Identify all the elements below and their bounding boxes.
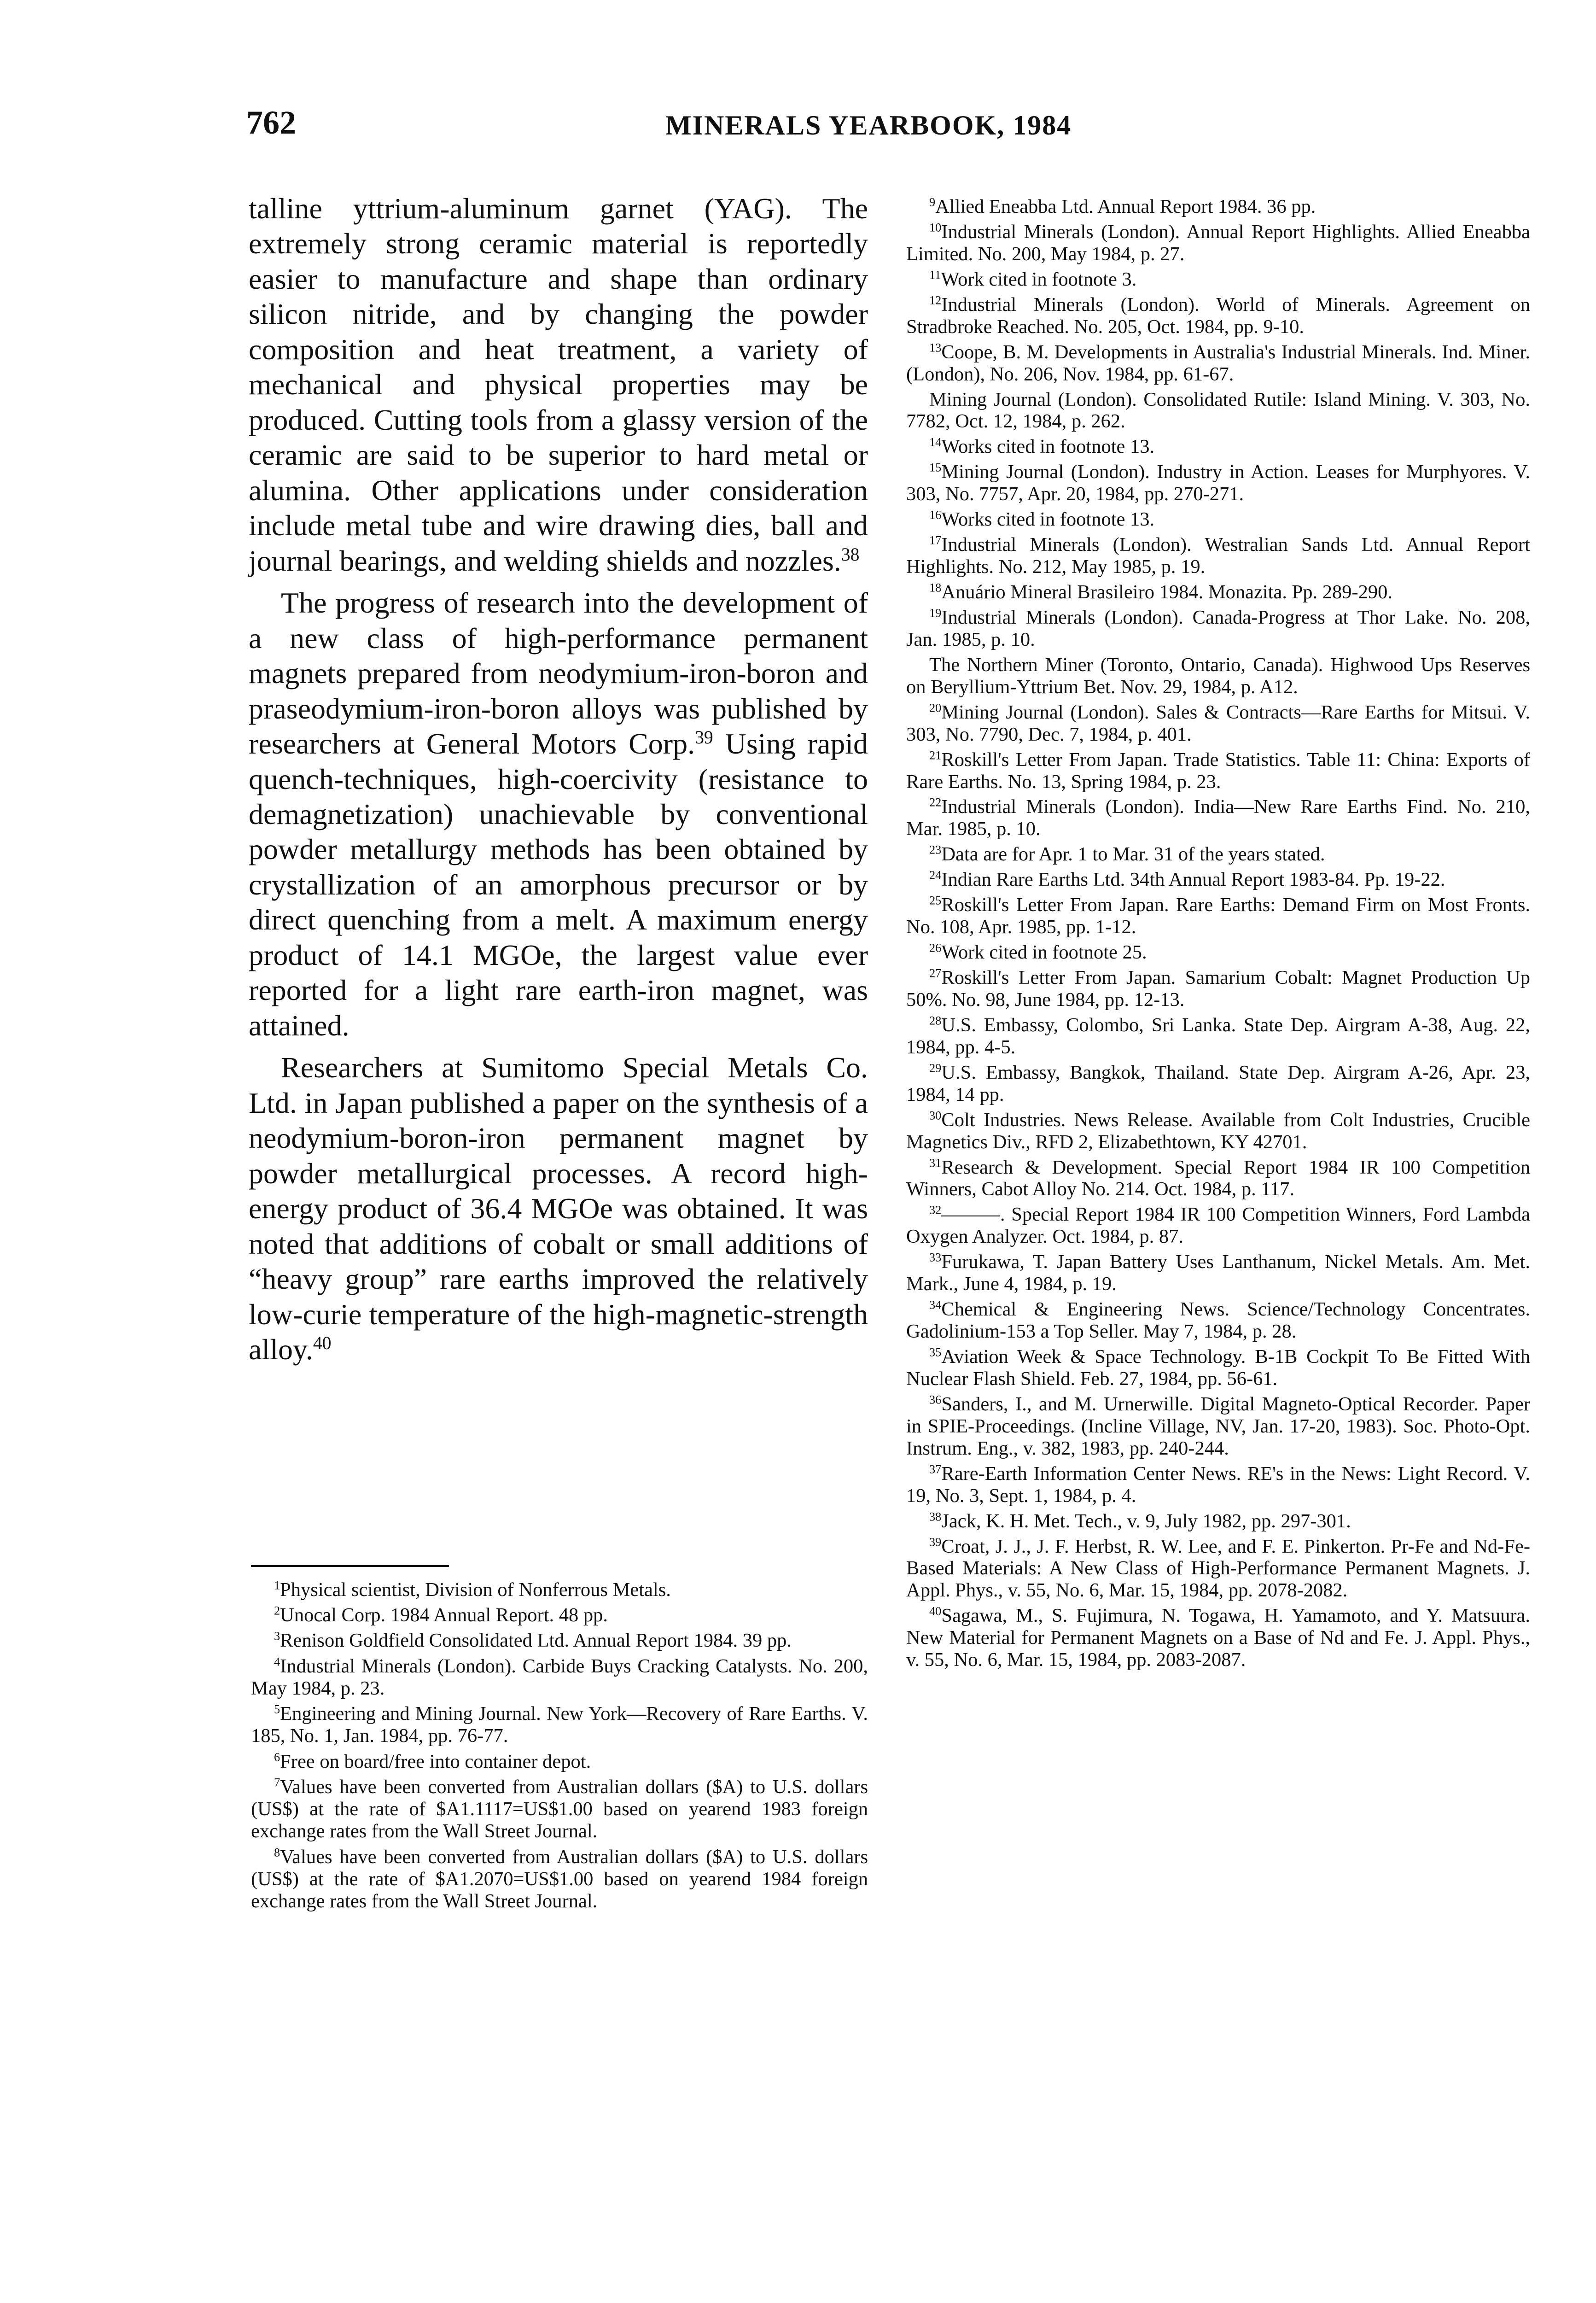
footnote-number: 29 (929, 1061, 942, 1075)
footnote-text: Industrial Minerals (London). Carbide Buys Cracking Catalysts. No. 200, May 1984, p. 23. (251, 1655, 868, 1699)
footnote-number: 22 (929, 795, 942, 809)
footnote (251, 1846, 868, 1913)
footnote-number: 38 (929, 1510, 942, 1524)
footnote (906, 581, 1530, 603)
footnote (906, 894, 1530, 938)
footnote-number: 26 (929, 941, 942, 955)
footnote-number: 10 (929, 221, 942, 234)
footnote-text: Roskill's Letter From Japan. Samarium Cobalt: Magnet Production Up 50%. No. 98, June 1984, pp. 12-13. (906, 967, 1530, 1011)
footnote (906, 269, 1530, 291)
footnote-number: 27 (929, 966, 942, 980)
body-paragraph: Researchers at Sumitomo Special Metals Co. Ltd. in Japan published a paper on the synthesis of a neodymium-boron-iron permanent magnet by powder metallurgical processes. A record high-energy product of 36.4 MGOe was obtained. It was noted that additions of cobalt or small additions of “heavy group” rare earths improved the relatively low-curie temperature of the high-magnetic-strength alloy.$^{40}$ (249, 1051, 868, 1366)
footnote (906, 701, 1530, 746)
footnote (906, 967, 1530, 1011)
footnote (251, 1630, 868, 1652)
footnote (906, 1014, 1530, 1058)
body-text-column (249, 191, 868, 1367)
body-paragraph: The progress of research into the development of a new class of high-performance permanent magnets prepared from neodymium-iron-boron and praseodymium-iron-boron alloys was published by researchers at General Motors Corp.$^{39}$ Using rapid quench-techniques, high-coercivity (resistance to demagnetization) unachievable by conventional powder metallurgy methods has been obtained by crystallization of an amorphous precursor or by direct quenching from a melt. A maximum energy product of 14.1 MGOe, the largest value ever reported for a light rare earth-iron magnet, was attained. (249, 586, 868, 1042)
footnote-number: 17 (929, 533, 942, 547)
footnote-text: Indian Rare Earths Ltd. 34th Annual Report 1983-84. Pp. 19-22. (941, 869, 1445, 891)
footnote (251, 1776, 868, 1843)
footnote (906, 1393, 1530, 1460)
running-head: MINERALS YEARBOOK, 1984 (665, 110, 1072, 140)
footnote-number: 40 (929, 1604, 942, 1618)
footnote-text: U.S. Embassy, Bangkok, Thailand. State Dep. Airgram A-26, Apr. 23, 1984, 14 pp. (906, 1061, 1530, 1105)
footnote (251, 1655, 868, 1700)
footnote (906, 389, 1530, 433)
footnote-number: 19 (929, 606, 942, 620)
footnote-ref: 39 (695, 727, 713, 748)
footnote-number: 24 (929, 868, 942, 882)
footnote-text: Data are for Apr. 1 to Mar. 31 of the years stated. (941, 843, 1325, 865)
footnote-number: 11 (929, 268, 941, 282)
footnote-number: 39 (929, 1535, 942, 1549)
footnote-text: Industrial Minerals (London). Canada-Progress at Thor Lake. No. 208, Jan. 1985, p. 10. (906, 606, 1530, 650)
footnote-text: Allied Eneabba Ltd. Annual Report 1984. 36 pp. (935, 196, 1316, 217)
footnote (906, 509, 1530, 531)
footnote-number: 1 (274, 1578, 280, 1592)
footnote (906, 534, 1530, 578)
footnote (906, 1204, 1530, 1248)
footnote (906, 1251, 1530, 1295)
footnote (251, 1703, 868, 1747)
footnote-text: U.S. Embassy, Colombo, Sri Lanka. State Dep. Airgram A-38, Aug. 22, 1984, pp. 4-5. (906, 1014, 1530, 1058)
footnote-text: ———. Special Report 1984 IR 100 Competition Winners, Ford Lambda Oxygen Analyzer. Oct. 1984, p. 87. (906, 1204, 1530, 1248)
footnote-text: Renison Goldfield Consolidated Ltd. Annual Report 1984. 39 pp. (280, 1630, 792, 1652)
footnote-number: 18 (929, 581, 942, 595)
footnote-text: Industrial Minerals (London). World of Minerals. Agreement on Stradbroke Reached. No. 205, Oct. 1984, pp. 9-10. (906, 293, 1530, 338)
footnote-number: 16 (929, 508, 942, 522)
footnote-text: Industrial Minerals (London). Westralian Sands Ltd. Annual Report Highlights. No. 212, May 1985, p. 19. (906, 534, 1530, 578)
footnote (906, 869, 1530, 891)
footnote-number: 3 (274, 1629, 280, 1643)
footnote (906, 294, 1530, 338)
footnote (906, 796, 1530, 840)
footnote-number: 14 (929, 435, 942, 449)
footnote-text: Values have been converted from Australian dollars ($A) to U.S. dollars (US$) at the rate of $A1.2070=US$1.00 based on yearend 1984 foreign exchange rates from the Wall Street Journal. (251, 1846, 868, 1912)
footnote-number: 20 (929, 701, 942, 715)
footnote-text: Mining Journal (London). Consolidated Rutile: Island Mining. V. 303, No. 7782, Oct. 12, 1984, p. 262. (906, 388, 1530, 433)
footnote-text: Industrial Minerals (London). India—New Rare Earths Find. No. 210, Mar. 1985, p. 10. (906, 796, 1530, 840)
footnote-number: 36 (929, 1393, 942, 1407)
footnote-number: 37 (929, 1462, 942, 1476)
page-number: 762 (246, 104, 296, 141)
footnote-number: 21 (929, 748, 942, 762)
footnote-text: Anuário Mineral Brasileiro 1984. Monazita. Pp. 289-290. (941, 581, 1393, 603)
footnote-number: 33 (929, 1251, 942, 1264)
footnote-text: Free on board/free into container depot. (280, 1750, 591, 1772)
footnote-text: Values have been converted from Australian dollars ($A) to U.S. dollars (US$) at the rate of $A1.1117=US$1.00 based on yearend 1983 foreign exchange rates from the Wall Street Journal. (251, 1776, 868, 1842)
footnote (251, 1604, 868, 1626)
footnote (906, 1536, 1530, 1602)
footnote-number: 15 (929, 461, 942, 474)
footnote-number: 32 (929, 1203, 942, 1217)
footnote-text: Industrial Minerals (London). Annual Report Highlights. Allied Eneabba Limited. No. 200, May 1984, p. 27. (906, 221, 1530, 265)
footnote-number: 30 (929, 1109, 942, 1122)
footnote (906, 436, 1530, 458)
footnote-number: 23 (929, 843, 942, 857)
footnote-number: 4 (274, 1655, 280, 1669)
footnote (906, 941, 1530, 964)
footnote (906, 461, 1530, 505)
footnote-text: Sagawa, M., S. Fujimura, N. Togawa, H. Yamamoto, and Y. Matsuura. New Material for Permanent Magnets on a Base of Nd and Fe. J. Appl. Phys., v. 55, No. 6, Mar. 15, 1984, pp. 2083-2087. (906, 1605, 1530, 1671)
footnote (906, 843, 1530, 865)
footnote (906, 1062, 1530, 1106)
footnote (906, 1298, 1530, 1343)
footnote-rule (251, 1565, 449, 1567)
footnote-text: Roskill's Letter From Japan. Rare Earths: Demand Firm on Most Fronts. No. 108, Apr. 1985, pp. 1-12. (906, 894, 1530, 938)
footnote (251, 1751, 868, 1773)
footnote (906, 1463, 1530, 1507)
footnote (906, 1109, 1530, 1153)
footnote-text: Unocal Corp. 1984 Annual Report. 48 pp. (280, 1604, 608, 1626)
footnote (906, 749, 1530, 793)
footnote-text: Work cited in footnote 25. (941, 941, 1147, 964)
footnote-number: 5 (274, 1702, 280, 1716)
footnote (251, 1579, 868, 1601)
footnotes-right (906, 196, 1530, 1674)
footnote-text: Chemical & Engineering News. Science/Technology Concentrates. Gadolinium-153 a Top Seller. May 7, 1984, p. 28. (906, 1298, 1530, 1343)
footnote (906, 341, 1530, 386)
footnote-number: 8 (274, 1846, 280, 1859)
footnote-number: 34 (929, 1298, 942, 1312)
footnote (906, 1510, 1530, 1532)
footnote (906, 1157, 1530, 1201)
footnote (906, 196, 1530, 218)
footnote-number: 6 (274, 1750, 280, 1764)
footnote-number: 28 (929, 1014, 942, 1028)
footnote (906, 654, 1530, 698)
footnote-text: Jack, K. H. Met. Tech., v. 9, July 1982, pp. 297-301. (941, 1510, 1351, 1532)
footnote-number: 35 (929, 1345, 942, 1359)
footnote-text: Rare-Earth Information Center News. RE's in the News: Light Record. V. 19, No. 3, Sept. 1, 1984, p. 4. (906, 1462, 1530, 1507)
footnote-ref: 38 (841, 544, 860, 565)
footnote-text: Colt Industries. News Release. Available from Colt Industries, Crucible Magnetics Div., RFD 2, Elizabethtown, KY 42701. (906, 1109, 1530, 1153)
footnote-text: Engineering and Mining Journal. New York—Recovery of Rare Earths. V. 185, No. 1, Jan. 1984, pp. 76-77. (251, 1703, 868, 1747)
footnote (906, 607, 1530, 651)
footnote-text: Physical scientist, Division of Nonferrous Metals. (280, 1579, 671, 1601)
footnote-text: Sanders, I., and M. Urnerwille. Digital Magneto-Optical Recorder. Paper in SPIE-Proceedings. (Incline Village, NV, Jan. 17-20, 1983). Soc. Photo-Opt. Instrum. Eng., v. 382, 1983, pp. 240-244. (906, 1393, 1530, 1459)
footnote-text: The Northern Miner (Toronto, Ontario, Canada). Highwood Ups Reserves on Beryllium-Yttrium Bet. Nov. 29, 1984, p. A12. (906, 654, 1530, 698)
footnote-text: Aviation Week & Space Technology. B-1B Cockpit To Be Fitted With Nuclear Flash Shield. Feb. 27, 1984, pp. 56-61. (906, 1346, 1530, 1390)
footnote-text: Furukawa, T. Japan Battery Uses Lanthanum, Nickel Metals. Am. Met. Mark., June 4, 1984, p. 19. (906, 1251, 1530, 1295)
footnote-text: Work cited in footnote 3. (941, 268, 1137, 290)
footnote-text: Coope, B. M. Developments in Australia's Industrial Minerals. Ind. Miner. (London), No. 206, Nov. 1984, pp. 61-67. (906, 341, 1530, 385)
footnotes-left (251, 1579, 868, 1916)
footnote-number: 12 (929, 293, 942, 307)
footnote-text: Research & Development. Special Report 1984 IR 100 Competition Winners, Cabot Alloy No. 214. Oct. 1984, p. 117. (906, 1156, 1530, 1200)
footnote-number: 25 (929, 894, 942, 907)
footnote-text: Mining Journal (London). Sales & Contracts—Rare Earths for Mitsui. V. 303, No. 7790, Dec. 7, 1984, p. 401. (906, 701, 1530, 745)
footnote-text: Works cited in footnote 13. (941, 509, 1155, 531)
footnote (906, 1605, 1530, 1671)
footnote-number: 31 (929, 1156, 942, 1170)
footnote-ref: 40 (313, 1333, 332, 1354)
footnote-text: Works cited in footnote 13. (941, 436, 1155, 458)
footnote-number: 9 (929, 195, 936, 209)
footnote-number: 13 (929, 341, 942, 355)
footnote-number: 2 (274, 1604, 280, 1618)
footnote-text: Roskill's Letter From Japan. Trade Statistics. Table 11: China: Exports of Rare Earths. No. 13, Spring 1984, p. 23. (906, 748, 1530, 793)
footnote-text: Mining Journal (London). Industry in Action. Leases for Murphyores. V. 303, No. 7757, Apr. 20, 1984, pp. 270-271. (906, 461, 1530, 505)
footnote (906, 221, 1530, 265)
body-paragraph: talline yttrium-aluminum garnet (YAG). The extremely strong ceramic material is reportedly easier to manufacture and shape than ordinary silicon nitride, and by changing the powder composition and heat treatment, a variety of mechanical and physical properties may be produced. Cutting tools from a glassy version of the ceramic are said to be superior to hard metal or alumina. Other applications under consideration include metal tube and wire drawing dies, ball and journal bearings, and welding shields and nozzles.$^{38}$ (249, 192, 868, 577)
footnote-number: 7 (274, 1776, 280, 1789)
footnote-text: Croat, J. J., J. F. Herbst, R. W. Lee, and F. E. Pinkerton. Pr-Fe and Nd-Fe-Based Materials: A New Class of High-Performance Permanent Magnets. J. Appl. Phys., v. 55, No. 6, Mar. 15, 1984, pp. 2078-2082. (906, 1535, 1530, 1602)
footnote (906, 1346, 1530, 1390)
